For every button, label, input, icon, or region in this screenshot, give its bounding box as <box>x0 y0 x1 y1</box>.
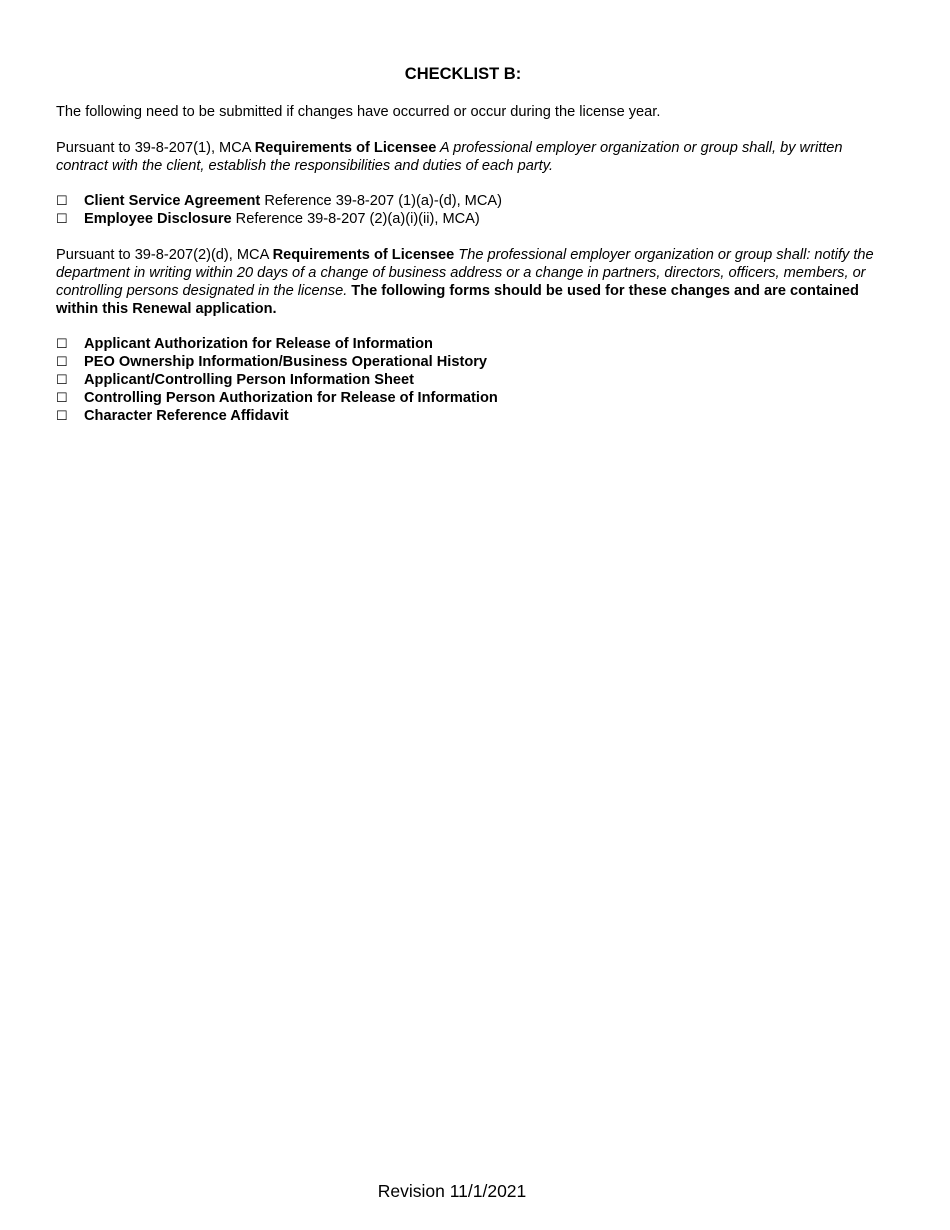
requirements-heading: Requirements of Licensee <box>254 140 437 156</box>
forms-checklist <box>56 335 876 425</box>
checkbox-icon[interactable]: ☐ <box>56 336 68 351</box>
checkbox-icon[interactable]: ☐ <box>56 390 68 405</box>
checklist-item-reference: Reference 39-8-207 (1)(a)-(d), MCA) <box>260 193 502 209</box>
citation-text: Pursuant to 39-8-207(2)(d), MCA <box>56 247 273 263</box>
checklist-item-title: Client Service Agreement <box>84 193 261 209</box>
statute-quote: The professional employer organization or group shall: notify the department in writing within 20 days of a change of business address or a change in partners, directors, officers, members, or controlling persons designated in the license. <box>56 247 874 299</box>
checklist-item <box>56 407 876 425</box>
intro-paragraph: The following need to be submitted if changes have occurred or occur during the license year. <box>56 104 661 120</box>
agreement-checklist <box>56 192 876 228</box>
requirements-heading: Requirements of Licensee <box>272 247 455 263</box>
checklist-item <box>56 371 876 389</box>
checklist-item-title: Applicant/Controlling Person Information Sheet <box>84 372 414 388</box>
checklist-item-title: Controlling Person Authorization for Release of Information <box>84 390 498 406</box>
checkbox-icon[interactable]: ☐ <box>56 354 68 369</box>
checklist-item-title: Applicant Authorization for Release of Information <box>84 336 433 352</box>
checklist-item-title: Employee Disclosure <box>84 211 232 227</box>
checklist-item-title: PEO Ownership Information/Business Operational History <box>84 354 488 370</box>
checklist-item-title: Character Reference Affidavit <box>84 408 289 424</box>
checklist-item <box>56 389 876 407</box>
checklist-item-reference: Reference 39-8-207 (2)(a)(i)(ii), MCA) <box>231 211 480 227</box>
licensee-requirements-paragraph-1 <box>56 139 876 175</box>
checklist-item <box>56 335 876 353</box>
statute-quote: A professional employer organization or group shall, by written contract with the client, establish the responsibilities and duties of each party. <box>56 140 843 174</box>
checklist-item <box>56 192 876 210</box>
forms-instruction: The following forms should be used for these changes and are contained within this Renewal application. <box>56 283 859 317</box>
page-title: CHECKLIST B: <box>404 65 522 83</box>
checkbox-icon[interactable]: ☐ <box>56 408 68 423</box>
revision-footer: Revision 11/1/2021 <box>377 1181 527 1201</box>
checkbox-icon[interactable]: ☐ <box>56 372 68 387</box>
checklist-item <box>56 210 876 228</box>
citation-text: Pursuant to 39-8-207(1), MCA <box>56 140 255 156</box>
checkbox-icon[interactable]: ☐ <box>56 211 68 226</box>
checkbox-icon[interactable]: ☐ <box>56 193 68 208</box>
licensee-requirements-paragraph-2 <box>56 246 876 318</box>
checklist-item <box>56 353 876 371</box>
